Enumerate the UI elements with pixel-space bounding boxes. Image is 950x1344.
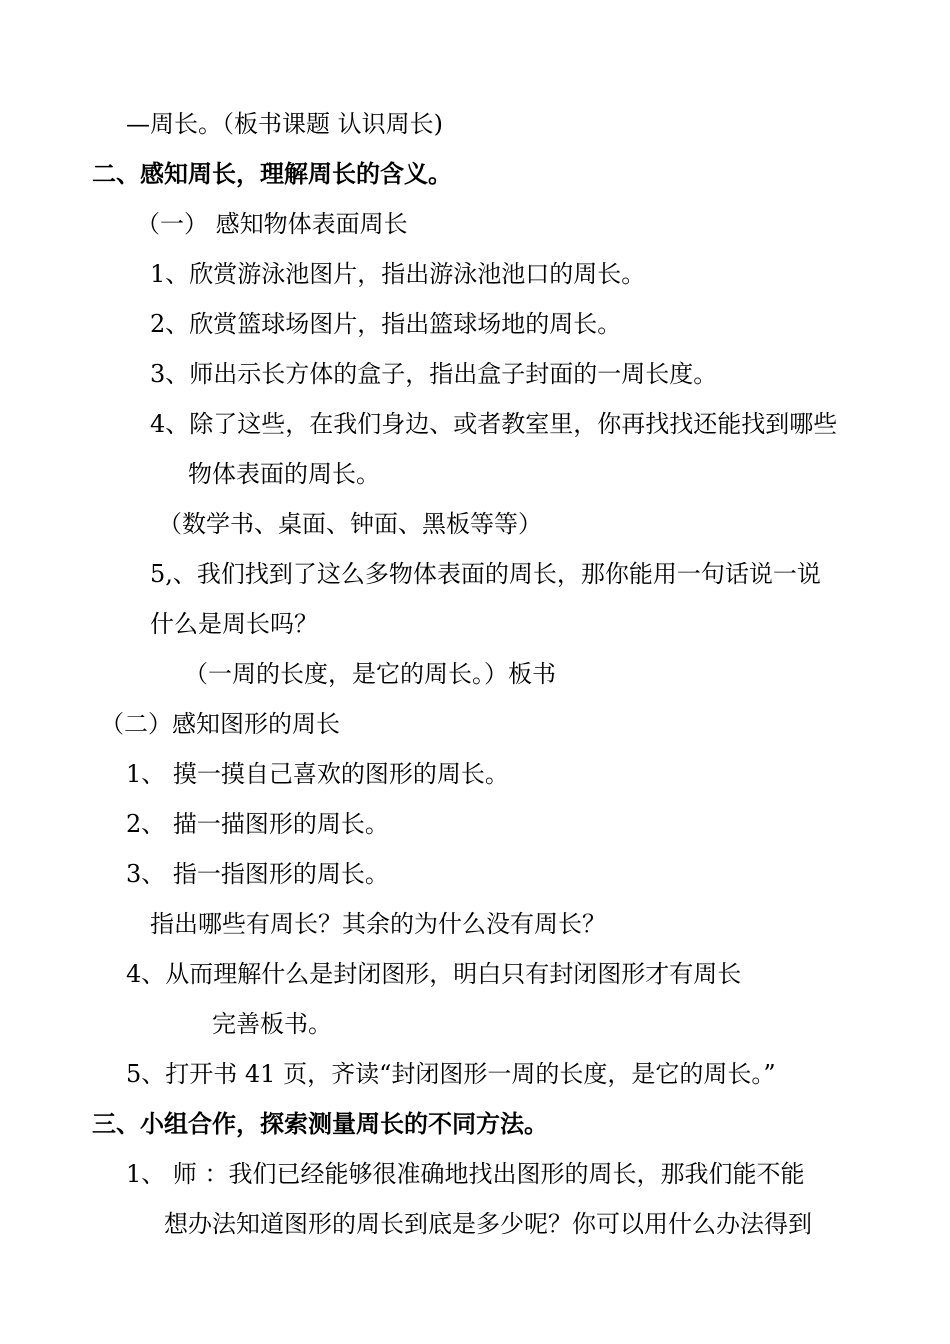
list-item: 4、从而理解什么是封闭图形，明白只有封闭图形才有周长	[126, 960, 742, 988]
text-line: （数学书、桌面、钟面、黑板等等）	[158, 510, 542, 538]
text-line: （一周的长度，是它的周长。）板书	[184, 660, 556, 688]
list-item-continuation: 什么是周长吗？	[150, 610, 318, 638]
text-line: —周长。（板书课题 认识周长)	[126, 110, 443, 138]
section-heading: 二、感知周长，理解周长的含义。	[92, 159, 452, 188]
list-item: 2、 描一描图形的周长。	[126, 810, 389, 838]
text-line: 指出哪些有周长？其余的为什么没有周长？	[150, 910, 606, 938]
list-item-continuation: 想办法知道图形的周长到底是多少呢？你可以用什么办法得到	[164, 1210, 812, 1238]
list-item: 1、欣赏游泳池图片，指出游泳池池口的周长。	[150, 260, 646, 288]
list-item: 1、 师 ：我们已经能够很准确地找出图形的周长，那我们能不能	[126, 1160, 805, 1188]
list-item: 5,、我们找到了这么多物体表面的周长，那你能用一句话说一说	[150, 560, 821, 588]
list-item: 3、 指一指图形的周长。	[126, 860, 389, 888]
subsection-heading: （二）感知图形的周长	[100, 710, 340, 738]
list-item-continuation: 物体表面的周长。	[188, 460, 380, 488]
subsection-heading: （一） 感知物体表面周长	[136, 210, 408, 238]
text-line: 完善板书。	[212, 1010, 332, 1038]
list-item: 1、 摸一摸自己喜欢的图形的周长。	[126, 760, 509, 788]
section-heading: 三、小组合作，探索测量周长的不同方法。	[92, 1109, 548, 1138]
list-item: 5、打开书 41 页，齐读“封闭图形一周的长度，是它的周长。”	[126, 1060, 776, 1088]
list-item: 2、欣赏篮球场图片，指出篮球场地的周长。	[150, 310, 622, 338]
list-item: 4、除了这些，在我们身边、或者教室里，你再找找还能找到哪些	[150, 410, 838, 438]
list-item: 3、师出示长方体的盒子，指出盒子封面的一周长度。	[150, 360, 718, 388]
